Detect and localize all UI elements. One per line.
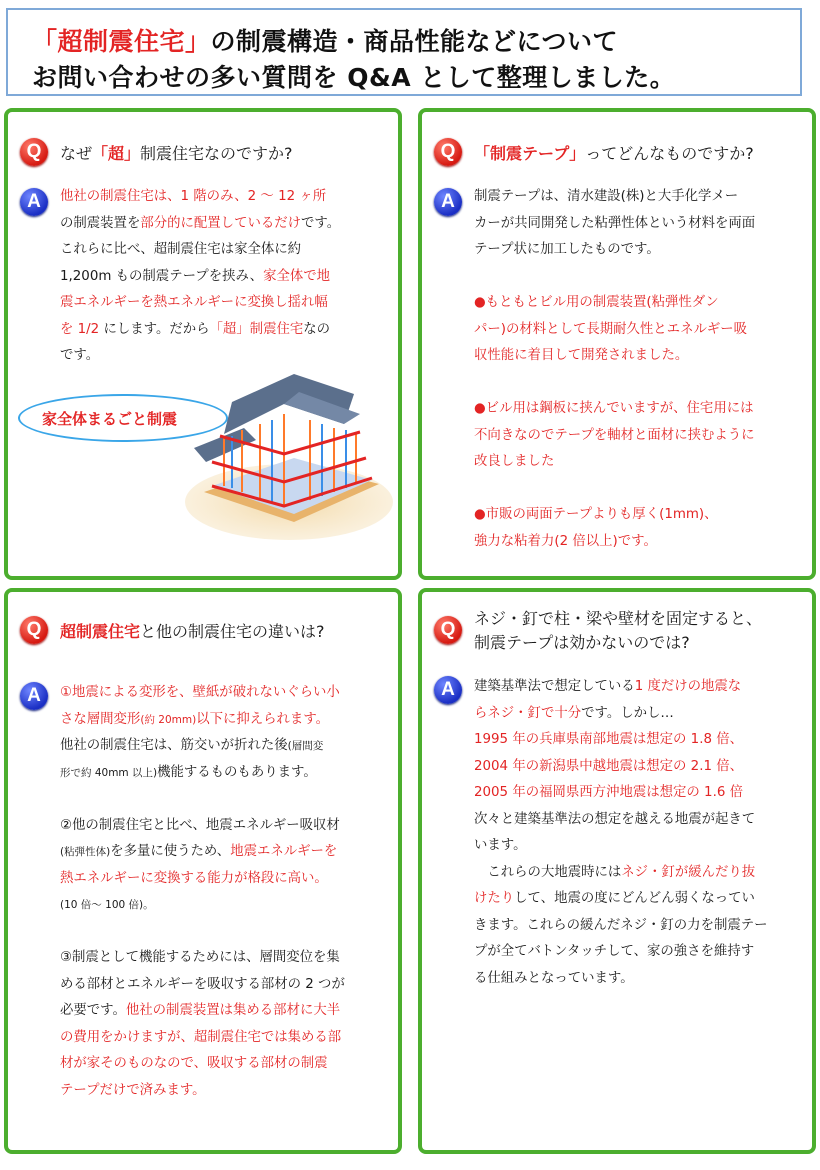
- answer-line: [474, 966, 768, 993]
- answer-text-segment: 機能するものもあります。: [157, 764, 317, 780]
- answer-text-segment: 以下に抑えられます。: [196, 711, 330, 727]
- answer-line: [60, 211, 340, 238]
- answer-line: [60, 317, 340, 344]
- answer-badge-icon: A: [20, 682, 48, 710]
- header-title-rest: の制震構造・商品性能などについて: [210, 27, 619, 56]
- answer-text-segment: 不向きなのでテープを軸材と面材に挟むように: [474, 427, 755, 443]
- answer-text-segment: (層間変: [287, 740, 324, 752]
- answer-text-segment: ②他の制震住宅と比べ、地震エネルギー吸収材: [60, 817, 340, 833]
- answer-text-segment: を 1/2: [60, 321, 100, 337]
- answer-line: [60, 892, 345, 919]
- answer-line: [474, 264, 755, 291]
- answer-text-segment: 2005 年の福岡県西方沖地震は想定の 1.6 倍: [474, 785, 744, 800]
- answer-line: [474, 833, 768, 860]
- answer-text-segment: して、地震の度にどんどん弱くなってい: [514, 891, 755, 906]
- answer-text-segment: 形で約 40mm 以上): [60, 766, 158, 779]
- answer-line: [474, 727, 768, 754]
- answer-text-segment: (粘弾性体): [60, 846, 111, 858]
- answer-text-segment: けたり: [474, 891, 515, 906]
- answer-text-segment: 1995 年の兵庫県南部地震は想定の 1.8 倍、: [474, 732, 744, 747]
- answer-text-segment: 必要です。: [60, 1003, 126, 1018]
- answer-text-segment: 1,200m もの制震テープを挟み、: [60, 268, 264, 284]
- answer-text-segment: 部分的に配置しているだけ: [140, 215, 302, 231]
- answer-body: [60, 184, 340, 370]
- question-badge-icon: Q: [20, 616, 48, 644]
- answer-line: [60, 839, 345, 866]
- answer-text-segment: を多量に使うため、: [110, 844, 231, 859]
- question-title: [60, 619, 325, 642]
- qa-panel-2: [418, 108, 816, 580]
- answer-line: [60, 264, 340, 291]
- question-title: [474, 607, 762, 655]
- answer-text-segment: 材が家そのものなので、吸収する部材の制震: [60, 1056, 328, 1071]
- answer-text-segment: (10 倍～ 100 倍)。: [60, 899, 154, 911]
- answer-text-segment: 地震エネルギーを: [230, 844, 338, 859]
- answer-line: [474, 502, 755, 529]
- callout-text: 家全体まるごと制震: [42, 410, 178, 428]
- answer-text-segment: 次々と建築基準法の想定を越える地震が起きて: [474, 811, 756, 827]
- question-line-2: 制震テープは効かないのでは?: [474, 633, 690, 652]
- answer-line: [60, 1078, 345, 1105]
- answer-text-segment: 他社の制震装置は集める部材に大半: [125, 1003, 341, 1018]
- answer-line: [474, 423, 755, 450]
- answer-line: [60, 919, 345, 946]
- answer-text-segment: です。: [60, 348, 100, 363]
- answer-text-segment: める部材とエネルギーを吸収する部材の 2 つが: [60, 976, 345, 992]
- answer-line: [474, 807, 768, 834]
- qa-panel-3: [4, 588, 402, 1154]
- answer-text-segment: カーが共同開発した粘弾性体という材料を両面: [474, 215, 756, 231]
- answer-text-segment: プが全てバトンタッチして、家の強さを維持す: [474, 944, 755, 959]
- answer-line: [60, 733, 345, 760]
- answer-text-segment: 熱エネルギーに変換する能力が格段に高い。: [60, 870, 328, 886]
- answer-text-segment: る仕組みとなっています。: [474, 970, 634, 986]
- answer-text-segment: テープだけで済みます。: [60, 1082, 206, 1098]
- answer-line: [60, 680, 345, 707]
- answer-line: [474, 886, 768, 913]
- answer-text-segment: 「超」制震住宅: [209, 321, 304, 337]
- header-line-1: [32, 22, 618, 58]
- answer-line: [474, 939, 768, 966]
- answer-line: [60, 184, 340, 211]
- answer-line: [474, 780, 768, 807]
- answer-line: [60, 290, 340, 317]
- answer-line: [60, 945, 345, 972]
- house-frame-illustration: [184, 374, 394, 544]
- answer-line: [60, 760, 345, 787]
- answer-line: [474, 317, 755, 344]
- answer-text-segment: 2004 年の新潟県中越地震は想定の 2.1 倍、: [474, 758, 744, 774]
- answer-text-segment: らネジ・釘で十分: [474, 705, 582, 721]
- answer-line: [60, 1051, 345, 1078]
- answer-text-segment: 制震テープは、清水建設(株)と大手化学メー: [474, 189, 739, 204]
- answer-text-segment: 他社の制震住宅は、筋交いが折れた後: [60, 738, 288, 753]
- answer-text-segment: 1 度だけの地震な: [634, 679, 742, 694]
- answer-text-segment: ①地震による変形を、壁紙が破れないぐらい小: [60, 685, 340, 700]
- answer-line: [60, 237, 340, 264]
- qa-panel-4: [418, 588, 816, 1154]
- answer-line: [474, 370, 755, 397]
- answer-line: [474, 290, 755, 317]
- answer-line: [60, 343, 340, 370]
- question-title: [474, 141, 754, 164]
- answer-badge-icon: A: [434, 188, 462, 216]
- answer-text-segment: 震エネルギーを熱エネルギーに変換し揺れ幅: [60, 295, 328, 310]
- answer-text-segment: なの: [303, 321, 331, 337]
- answer-text-segment: の制震装置を: [60, 215, 141, 231]
- header-banner: [6, 8, 802, 96]
- answer-line: [60, 998, 345, 1025]
- answer-text-segment: これらに比べ、超制震住宅は家全体に約: [60, 242, 302, 257]
- question-line-1: ネジ・釘で柱・梁や壁材を固定すると、: [474, 609, 763, 628]
- answer-text-segment: ネジ・釘が緩んだり抜: [621, 864, 756, 880]
- answer-text-segment: ●もともとビル用の制震装置(粘弾性ダン: [474, 295, 719, 310]
- answer-text-segment: 家全体で地: [263, 268, 331, 284]
- answer-text-segment: きます。これらの緩んだネジ・釘の力を制震テー: [474, 917, 768, 933]
- answer-text-segment: 他社の制震住宅は、1 階のみ、2 ～ 12 ヶ所: [60, 189, 327, 204]
- answer-line: [60, 707, 345, 734]
- answer-body: [474, 674, 768, 992]
- answer-line: [474, 396, 755, 423]
- question-text-post: と他の制震住宅の違いは?: [140, 622, 325, 641]
- answer-line: [474, 913, 768, 940]
- answer-line: [60, 786, 345, 813]
- answer-line: [474, 449, 755, 476]
- answer-text-segment: 収性能に着目して開発されました。: [474, 348, 689, 363]
- question-badge-icon: Q: [20, 138, 48, 166]
- answer-line: [60, 1025, 345, 1052]
- answer-text-segment: パー)の材料として長期耐久性とエネルギー吸: [474, 321, 748, 337]
- answer-text-segment: です。: [301, 215, 341, 231]
- question-title: [60, 141, 293, 164]
- answer-line: [474, 237, 755, 264]
- question-badge-icon: Q: [434, 616, 462, 644]
- answer-line: [474, 184, 755, 211]
- answer-line: [60, 813, 345, 840]
- answer-text-segment: (約 20mm): [140, 713, 197, 726]
- answer-text-segment: さな層間変形: [60, 711, 141, 727]
- answer-text-segment: これらの大地震時には: [474, 864, 622, 880]
- question-text-post: 制震住宅なのですか?: [140, 144, 293, 163]
- question-text-red: 超制震住宅: [60, 622, 141, 641]
- answer-line: [474, 343, 755, 370]
- answer-text-segment: ●市販の両面テープよりも厚く(1mm)、: [474, 507, 718, 522]
- answer-line: [474, 476, 755, 503]
- answer-line: [474, 754, 768, 781]
- qa-panel-1: [4, 108, 402, 580]
- answer-line: [60, 972, 345, 999]
- question-text-pre: なぜ: [60, 144, 93, 163]
- answer-line: [474, 701, 768, 728]
- answer-badge-icon: A: [434, 676, 462, 704]
- answer-text-segment: 建築基準法で想定している: [474, 679, 635, 694]
- answer-line: [474, 860, 768, 887]
- answer-text-segment: ③制震として機能するためには、層間変位を集: [60, 950, 340, 965]
- answer-line: [474, 529, 755, 556]
- answer-text-segment: ●ビル用は鋼板に挟んでいますが、住宅用には: [474, 401, 754, 416]
- question-badge-icon: Q: [434, 138, 462, 166]
- question-text-red: 「超」: [92, 144, 141, 163]
- answer-line: [60, 866, 345, 893]
- answer-text-segment: です。しかし…: [581, 705, 674, 721]
- answer-text-segment: にします。だから: [99, 321, 210, 337]
- answer-body: [474, 184, 755, 555]
- answer-badge-icon: A: [20, 188, 48, 216]
- answer-text-segment: の費用をかけますが、超制震住宅では集める部: [60, 1029, 342, 1045]
- question-text-red: 「制震テープ」: [474, 144, 586, 163]
- header-line-2: お問い合わせの多い質問を Q&A として整理しました。: [32, 63, 676, 92]
- answer-text-segment: います。: [474, 838, 527, 853]
- answer-text-segment: 強力な粘着力(2 倍以上)です。: [474, 533, 657, 549]
- answer-line: [474, 211, 755, 238]
- answer-text-segment: 改良しました: [474, 454, 555, 469]
- answer-text-segment: テープ状に加工したものです。: [474, 242, 660, 257]
- answer-body: [60, 680, 345, 1104]
- header-title-red: 「超制震住宅」: [32, 27, 211, 56]
- answer-line: [474, 674, 768, 701]
- question-text-post: ってどんなものですか?: [585, 144, 754, 163]
